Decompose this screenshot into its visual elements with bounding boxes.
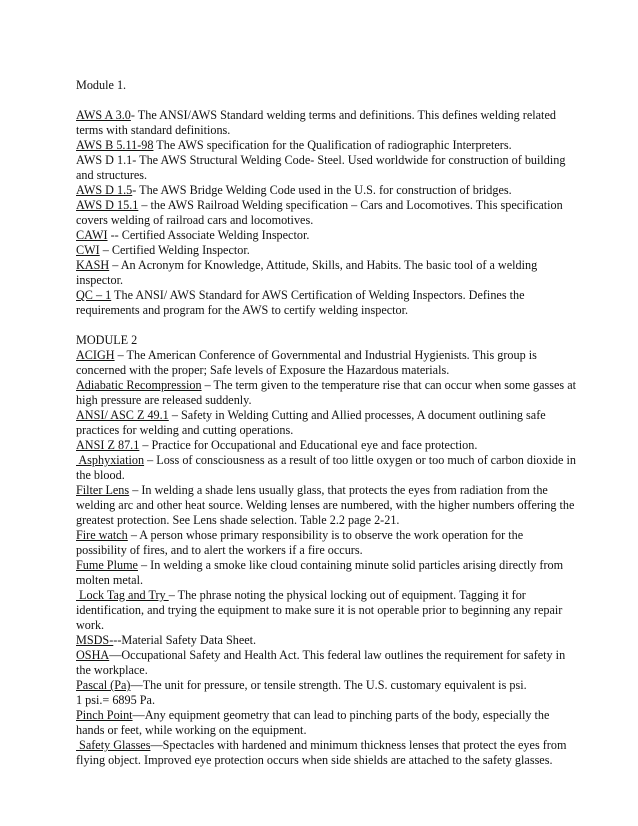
glossary-term: Asphyxiation [76, 453, 145, 467]
glossary-entry-kash [76, 258, 576, 288]
glossary-term: OSHA [76, 648, 110, 662]
glossary-entry-acigh [76, 348, 576, 378]
glossary-definition: —Spectacles with hardened and minimum thickness lenses that protect the eyes from flying object. Improved eye protection occurs when side shields are attached to the safety glasses. [76, 738, 567, 767]
glossary-entry-qc-1 [76, 288, 576, 318]
spacer [76, 318, 576, 333]
glossary-entry-pinch-point [76, 708, 576, 738]
glossary-entry-aws-b-5-11-98 [76, 138, 576, 153]
glossary-entry-aws-d-15-1 [76, 198, 576, 228]
glossary-entry-lock-tag-and-try [76, 588, 576, 633]
glossary-entry-cwi [76, 243, 576, 258]
glossary-definition: – Practice for Occupational and Educational eye and face protection. [139, 438, 478, 452]
glossary-definition: – Safety in Welding Cutting and Allied processes, A document outlining safe practices for welding and cutting operations. [76, 408, 546, 437]
glossary-term: ACIGH [76, 348, 115, 362]
glossary-term: AWS A 3.0 [76, 108, 131, 122]
glossary-entry-aws-d-1-5 [76, 183, 576, 198]
glossary-definition: —Any equipment geometry that can lead to pinching parts of the body, especially the hands or feet, while working on the equipment. [76, 708, 550, 737]
module-1-heading: Module 1. [76, 78, 127, 92]
glossary-term: QC – 1 [76, 288, 112, 302]
glossary-entry-ansi-z-87-1 [76, 438, 576, 453]
glossary-term: Safety Glasses [76, 738, 151, 752]
glossary-entry-safety-glasses [76, 738, 576, 768]
glossary-entry-fume-plume [76, 558, 576, 588]
glossary-definition: – A person whose primary responsibility is to observe the work operation for the possibility of fires, and to alert the workers if a fire occurs. [76, 528, 524, 557]
glossary-term: Pascal (Pa) [76, 678, 131, 692]
glossary-term: Fume Plume [76, 558, 138, 572]
module-1-glossary [76, 108, 576, 318]
glossary-definition: – The American Conference of Governmental and Industrial Hygienists. This group is concerned with the proper; Safe levels of Exposure the Hazardous materials. [76, 348, 537, 377]
glossary-entry-psi-conversion [76, 693, 576, 708]
glossary-definition: --Material Safety Data Sheet. [113, 633, 257, 647]
glossary-term: Adiabatic Recompression [76, 378, 202, 392]
glossary-term: Filter Lens [76, 483, 130, 497]
glossary-definition: – Loss of consciousness as a result of too little oxygen or too much of carbon dioxide in the blood. [76, 453, 576, 482]
glossary-entry-osha [76, 648, 576, 678]
glossary-definition: – the AWS Railroad Welding specification – Cars and Locomotives. This specification covers welding of railroad cars and locomotives. [76, 198, 563, 227]
glossary-entry-filter-lens [76, 483, 576, 528]
glossary-definition: – The term given to the temperature rise that can occur when some gasses at high pressure are released suddenly. [76, 378, 576, 407]
glossary-definition: -- Certified Associate Welding Inspector. [107, 228, 310, 242]
glossary-entry-aws-d-1-1 [76, 153, 576, 183]
glossary-term: KASH [76, 258, 110, 272]
glossary-term: Lock Tag and Try [76, 588, 169, 602]
glossary-definition: – The phrase noting the physical locking out of equipment. Tagging it for identification, and trying the equipment to make sure it is not operable prior to beginning any repair work. [76, 588, 563, 632]
glossary-definition: - The AWS Bridge Welding Code used in the U.S. for construction of bridges. [132, 183, 512, 197]
glossary-term: ANSI/ ASC Z 49.1 [76, 408, 169, 422]
glossary-entry-ansi-asc-z-49-1 [76, 408, 576, 438]
module-2-glossary [76, 348, 576, 768]
document-body [76, 78, 576, 768]
glossary-term: AWS D 15.1 [76, 198, 139, 212]
glossary-definition: – Certified Welding Inspector. [99, 243, 250, 257]
spacer [76, 93, 576, 108]
glossary-term: CAWI [76, 228, 108, 242]
glossary-definition: AWS D 1.1- The AWS Structural Welding Code- Steel. Used worldwide for construction of building and structures. [76, 153, 566, 182]
glossary-entry-msds [76, 633, 576, 648]
glossary-term: Pinch Point [76, 708, 133, 722]
glossary-term: ANSI Z 87.1 [76, 438, 140, 452]
glossary-definition: – In welding a shade lens usually glass, that protects the eyes from radiation from the welding arc and other heat source. Welding lenses are numbered, with the higher numbers offering the greatest protection. See Lens shade selection. Table 2.2 page 2-21. [76, 483, 575, 527]
glossary-definition: —The unit for pressure, or tensile strength. The U.S. customary equivalent is psi. [130, 678, 527, 692]
glossary-term: AWS D 1.5 [76, 183, 133, 197]
glossary-entry-asphyxiation [76, 453, 576, 483]
glossary-definition: 1 psi.= 6895 Pa. [76, 693, 155, 707]
module-2-heading: MODULE 2 [76, 333, 138, 347]
glossary-definition: The AWS specification for the Qualification of radiographic Interpreters. [153, 138, 512, 152]
glossary-entry-cawi [76, 228, 576, 243]
glossary-term: AWS B 5.11-98 [76, 138, 154, 152]
glossary-entry-adiabatic-recompression [76, 378, 576, 408]
glossary-entry-pascal [76, 678, 576, 693]
glossary-definition: – In welding a smoke like cloud containing minute solid particles arising directly from molten metal. [76, 558, 564, 587]
glossary-term: MSDS- [76, 633, 114, 647]
glossary-definition: – An Acronym for Knowledge, Attitude, Skills, and Habits. The basic tool of a welding inspector. [76, 258, 538, 287]
glossary-entry-fire-watch [76, 528, 576, 558]
glossary-term: Fire watch [76, 528, 128, 542]
glossary-entry-aws-a-3-0 [76, 108, 576, 138]
glossary-term: CWI [76, 243, 100, 257]
glossary-definition: The ANSI/ AWS Standard for AWS Certification of Welding Inspectors. Defines the requirements and program for the AWS to certify welding inspector. [76, 288, 525, 317]
glossary-definition: - The ANSI/AWS Standard welding terms and definitions. This defines welding related terms with standard definitions. [76, 108, 556, 137]
glossary-definition: —Occupational Safety and Health Act. This federal law outlines the requirement for safety in the workplace. [76, 648, 566, 677]
